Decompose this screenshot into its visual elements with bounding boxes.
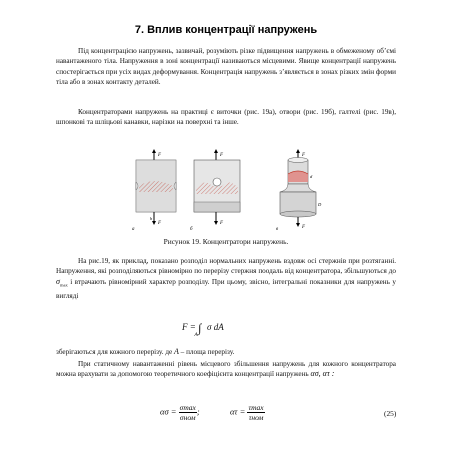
label-c: в xyxy=(276,227,279,232)
label-F-bottom-b: F xyxy=(220,221,224,226)
paragraph-distribution-text-a: На рис.19, як приклад, показано розподіл нормальних напружень вздовж осі стержнів при розтяганні. Напруження, які розподіляються рівномірно по перерізу стержня поодаль від концентратора, збільшуються до xyxy=(56,257,396,276)
label-F-bottom-c: F xyxy=(302,225,306,230)
label-d: d xyxy=(310,174,313,179)
alpha-sigma-numerator: σmax xyxy=(179,403,196,412)
label-h: h xyxy=(150,216,153,221)
formula-separator: ; xyxy=(196,406,200,417)
paragraph-intro-text: Під концентрацією напружень, зазвичай, розуміють різке підвищення напружень в обмеженому об’ємі навантаженого тіла. Напруження в зоні концентрації називаються місцевими. Явище концентрації напружень спостерігається при усіх видах деформування. Концентрація напружень з’являється в зонах різких змін форми тіла або в зонах контакту деталей. xyxy=(56,47,396,87)
figure-part-c xyxy=(276,149,322,232)
figure-caption: Рисунок 19. Концентратори напружень. xyxy=(163,237,289,246)
sigma-max-symbol: $\sigma_{max}$ xyxy=(56,276,68,288)
label-b: б xyxy=(190,227,193,232)
alpha-sigma-fraction xyxy=(179,403,197,422)
alpha-symbols: ασ, ατ : xyxy=(310,369,335,379)
paragraph-area-text-b: – площа перерізу. xyxy=(180,348,235,356)
alpha-tau-lhs: ατ = xyxy=(229,406,246,417)
paragraph-coefficient-text: При статичному навантаженні рівень місцевого збільшення напружень для кожного концентратора можна врахувати за допомогою теоретичного коефіцієнта концентрації напружень xyxy=(56,360,396,379)
paragraph-coefficient xyxy=(56,359,396,380)
label-F-top-b: F xyxy=(220,153,224,158)
figure-stress-concentrators xyxy=(128,148,338,232)
paragraph-distribution-text-b: і втрачають рівномірний характер розподілу. При цьому, звісно, інтегральні показники для напружень у вигляді xyxy=(56,277,396,300)
alpha-tau-numerator: τmax xyxy=(248,403,264,412)
alpha-tau-fraction xyxy=(247,403,264,422)
label-D: D xyxy=(318,202,322,207)
label-a: a xyxy=(132,227,135,232)
paragraph-area-text-a: зберігаються для кожного перерізу. де xyxy=(56,348,173,356)
area-symbol: A xyxy=(173,347,179,356)
label-F-bottom-a: F xyxy=(158,221,162,226)
label-F-top-a: F xyxy=(158,153,162,158)
paragraph-intro xyxy=(56,46,396,88)
section-heading: 7. Вплив концентрації напружень xyxy=(134,24,318,36)
formula-concentration-coefficients xyxy=(160,403,265,422)
label-F-top-c: F xyxy=(302,153,306,158)
integral-sign: ∫ xyxy=(198,321,202,335)
paragraph-distribution xyxy=(56,256,396,301)
paragraph-area-note xyxy=(56,347,396,357)
paragraph-concentrators xyxy=(56,107,396,128)
formula-integral-lhs: F = xyxy=(182,322,196,332)
formula-integral-rhs: σ dA xyxy=(207,322,224,332)
alpha-tau-denominator: τном xyxy=(248,413,264,422)
equation-number: (25) xyxy=(384,409,397,418)
figure-part-b xyxy=(190,149,240,232)
alpha-sigma-denominator: σном xyxy=(179,413,196,422)
figure-part-a xyxy=(132,149,176,232)
formula-integral xyxy=(182,321,224,336)
paragraph-concentrators-text: Концентраторами напружень на практиці є виточки (рис. 19а), отвори (рис. 19б), галтелі (рис. 19в), шпонкові та шліцьові канавки, нарізки на поверхні та інше. xyxy=(56,108,396,127)
alpha-sigma-lhs: ασ = xyxy=(160,406,177,417)
integral-domain: A xyxy=(194,332,198,338)
